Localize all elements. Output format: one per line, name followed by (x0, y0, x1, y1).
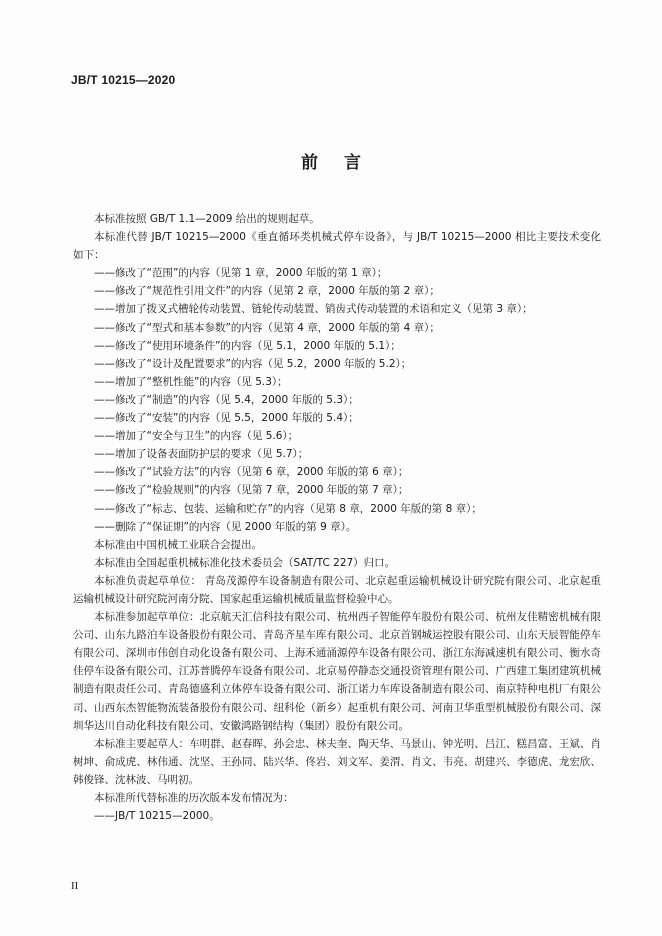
change-item: ——修改了“范围”的内容（见第 1 章，2000 年版的第 1 章）； (94, 267, 388, 280)
paragraph-proposer: 本标准由中国机械工业联合会提出。 (94, 538, 262, 551)
change-item: ——修改了“安装”的内容（见 5.5，2000 年版的 5.4）； (94, 412, 359, 425)
paragraph-replacement: 本标准代替 JB/T 10215—2000《垂直循环类机械式停车设备》，与 JB/T 10215—2000 相比主要技术变化如下： (73, 231, 601, 262)
change-item: ——修改了“型式和基本参数”的内容（见第 4 章，2000 年版的第 4 章）； (94, 321, 440, 334)
paragraph-main-drafters: 本标准主要起草人：车明群、赵春晖、孙会忠、林夫奎、陶天华、马景山、钟光明、吕江、糕昌富、王斌、肖树坤、俞成虎、林伟通、沈坚、王孙同、陆兴华、佟岩、刘文军、姜渭、肖文、韦亮、胡建兴、李德虎、龙宏欣、韩俊锋、沈林波、马明初。 (73, 737, 601, 786)
paragraph-history-intro: 本标准所代替标准的历次版本发布情况为： (94, 792, 294, 804)
change-item: ——修改了“规范性引用文件”的内容（见第 2 章，2000 年版的第 2 章）； (94, 285, 440, 298)
change-item: ——增加了“安全与卫生”的内容（见 5.6）； (94, 430, 299, 443)
paragraph-drafting-rules: 本标准按照 GB/T 1.1—2009 给出的规则起草。 (94, 213, 320, 225)
change-item: ——增加了“整机性能”的内容（见 5.3）； (94, 375, 288, 388)
document-body (73, 210, 601, 825)
page-number: II (71, 880, 79, 892)
history-item: ——JB/T 10215—2000。 (94, 810, 220, 823)
change-item: ——修改了“使用环境条件”的内容（见 5.1，2000 年版的 5.1）； (94, 339, 401, 352)
paragraph-committee: 本标准由全国起重机械标准化技术委员会（SAT/TC 227）归口。 (94, 556, 396, 569)
paragraph-lead-drafters: 本标准负责起草单位： 青岛茂源停车设备制造有限公司、北京起重运输机械设计研究院有限公司、北京起重运输机械设计研究院河南分院、国家起重运输机械质量监督检验中心。 (73, 574, 601, 605)
change-item: ——修改了“制造”的内容（见 5.4，2000 年版的 5.3）； (94, 393, 359, 406)
change-item: ——删除了“保证期”的内容（见 2000 年版的第 9 章）。 (94, 520, 357, 533)
change-item: ——修改了“检验规则”的内容（见第 7 章，2000 年版的第 7 章）； (94, 484, 409, 497)
change-item: ——修改了“标志、包装、运输和贮存”的内容（见第 8 章，2000 年版的第 8 章）； (94, 502, 482, 515)
change-item: ——修改了“设计及配置要求”的内容（见 5.2，2000 年版的 5.2）； (94, 357, 412, 370)
standard-number-header: JB/T 10215—2020 (71, 73, 176, 87)
change-item: ——修改了“试验方法”的内容（见第 6 章，2000 年版的第 6 章）； (94, 466, 409, 479)
paragraph-participating-drafters: 本标准参加起草单位：北京航天汇信科技有限公司、杭州西子智能停车股份有限公司、杭州友佳精密机械有限公司、山东九路泊车设备股份有限公司、青岛齐星车库有限公司、北京首钢城运控股有限公司、山东天辰智能停车有限公司、深圳市伟创自动化设备有限公司、上海禾通涌源停车设备有限公司、浙江东海减速机有限公司、衡水奇佳停车设备有限公司、江苏普腾停车设备有限公司、北京易停静态交通投资管理有限公司、广西建工集团建筑机械制造有限责任公司、青岛德盛利立体停车设备有限公司、浙江诺力车库设备制造有限公司、南京特种电机厂有限公司、山西东杰智能物流装备股份有限公司、纽科伦（新乡）起重机有限公司、河南卫华重型机械股份有限公司、深圳华达川自动化科技有限公司、安徽鸿路钢结构（集团）股份有限公司。 (73, 611, 601, 732)
change-item: ——增加了设备表面防护层的要求（见 5.7）； (94, 448, 309, 461)
change-item: ——增加了拨叉式槽轮传动装置、链轮传动装置、销齿式传动装置的术语和定义（见第 3 章）； (94, 303, 533, 316)
page-title: 前言 (301, 153, 387, 173)
